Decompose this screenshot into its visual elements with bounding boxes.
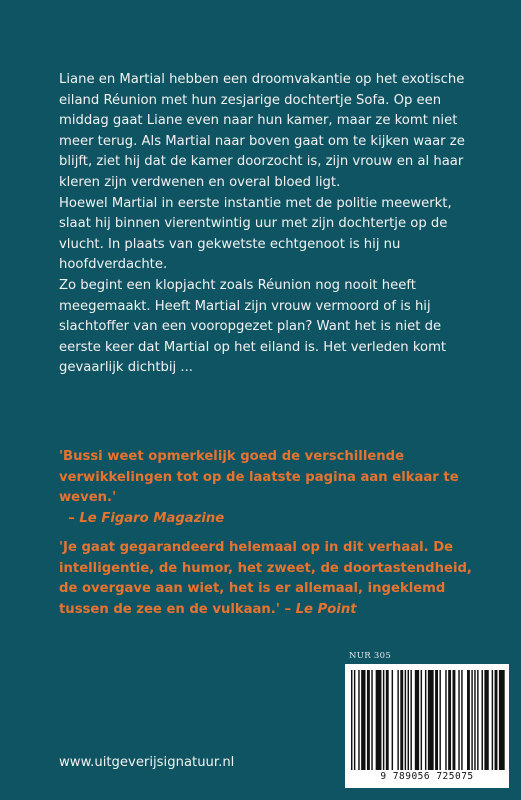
barcode-bar	[415, 670, 419, 770]
barcode-bar	[445, 670, 446, 770]
barcode-bar	[461, 670, 462, 770]
isbn-digits: 9 789056 725075	[380, 771, 474, 782]
barcode-bar	[467, 670, 470, 770]
barcode-bar	[351, 670, 352, 770]
barcode-bar	[477, 670, 478, 770]
barcode-bar	[376, 670, 382, 770]
barcode-bar	[484, 670, 488, 770]
barcode-bar	[361, 670, 365, 770]
barcode-bar	[400, 670, 403, 770]
barcode-bar	[383, 670, 384, 770]
blurb-text	[59, 70, 471, 379]
barcode-bar	[448, 670, 451, 770]
blurb-paragraph-2: Hoewel Martial in eerste instantie met de politie meewerkt, slaat hij binnen vierentwintig uur met zijn dochtertje op de vlucht. In plaats van gekwetste echtgenoot is hij nu hoofdverdachte.	[59, 195, 452, 273]
barcode-bar	[482, 670, 483, 770]
blurb-paragraph-3: Zo begint een klopjacht zoals Réunion nog nooit heeft meegemaakt. Heeft Martial zijn vrouw vermoord of is hij slachtoffer van een vooropgezet plan? Want het is niet de eerste keer dat Martial op het eiland is. Het verleden komt gevaarlijk dichtbij ...	[59, 277, 447, 376]
review-quote-1-dash: –	[68, 510, 80, 526]
blurb-paragraph-1: Liane en Martial hebben een droomvakantie op het exotische eiland Réunion met hun zesjarige dochtertje Sofa. Op een middag gaat Liane even naar hun kamer, maar ze komt niet meer terug. Als Martial naar boven gaat om te kijken waar ze blijft, ziet hij dat de kamer doorzocht is, zijn vrouw en al haar kleren zijn verdwenen en overal bloed ligt.	[59, 72, 465, 190]
barcode-bar	[458, 670, 459, 770]
barcode-bar	[425, 670, 426, 770]
barcode-bar	[386, 670, 389, 770]
barcode-bar	[408, 670, 409, 770]
isbn-barcode	[345, 664, 509, 788]
barcode-graphic	[349, 670, 505, 770]
barcode-bar	[471, 670, 472, 770]
barcode-bar	[428, 670, 434, 770]
review-quote-1	[59, 447, 479, 529]
barcode-bar	[421, 670, 422, 770]
barcode-bar	[410, 670, 411, 770]
barcode-bar	[367, 670, 370, 770]
barcode-bar	[392, 670, 393, 770]
barcode-bar	[358, 670, 359, 770]
barcode-bar	[492, 670, 493, 770]
review-quote-1-text: 'Bussi weet opmerkelijk goed de verschillende verwikkelingen tot op de laatste pagina aan elkaar te weven.'	[59, 449, 459, 506]
barcode-bar	[453, 670, 456, 770]
barcode-bar	[371, 670, 372, 770]
barcode-bar	[354, 670, 355, 770]
nur-code: NUR 305	[349, 651, 392, 661]
barcode-bar	[474, 670, 475, 770]
publisher-url: www.uitgeverijsignatuur.nl	[59, 755, 235, 770]
review-quote-2-dash: –	[279, 601, 296, 617]
barcode-bar	[405, 670, 406, 770]
review-quote-2	[59, 538, 479, 620]
barcode-bar	[397, 670, 398, 770]
review-quote-2-text: 'Je gaat gegarandeerd helemaal op in dit verhaal. De intelligentie, de humor, het zweet, de doortastendheid, de overgave aan wiet, het is er allemaal, ingeklemd tussen de zee en de vulkaan.'	[59, 540, 472, 617]
barcode-bar	[435, 670, 438, 770]
barcode-bar	[495, 670, 498, 770]
barcode-bar	[499, 670, 505, 770]
review-quote-1-source: Le Figaro Magazine	[79, 510, 225, 526]
review-quote-2-source: Le Point	[295, 601, 357, 617]
barcode-bar	[439, 670, 440, 770]
